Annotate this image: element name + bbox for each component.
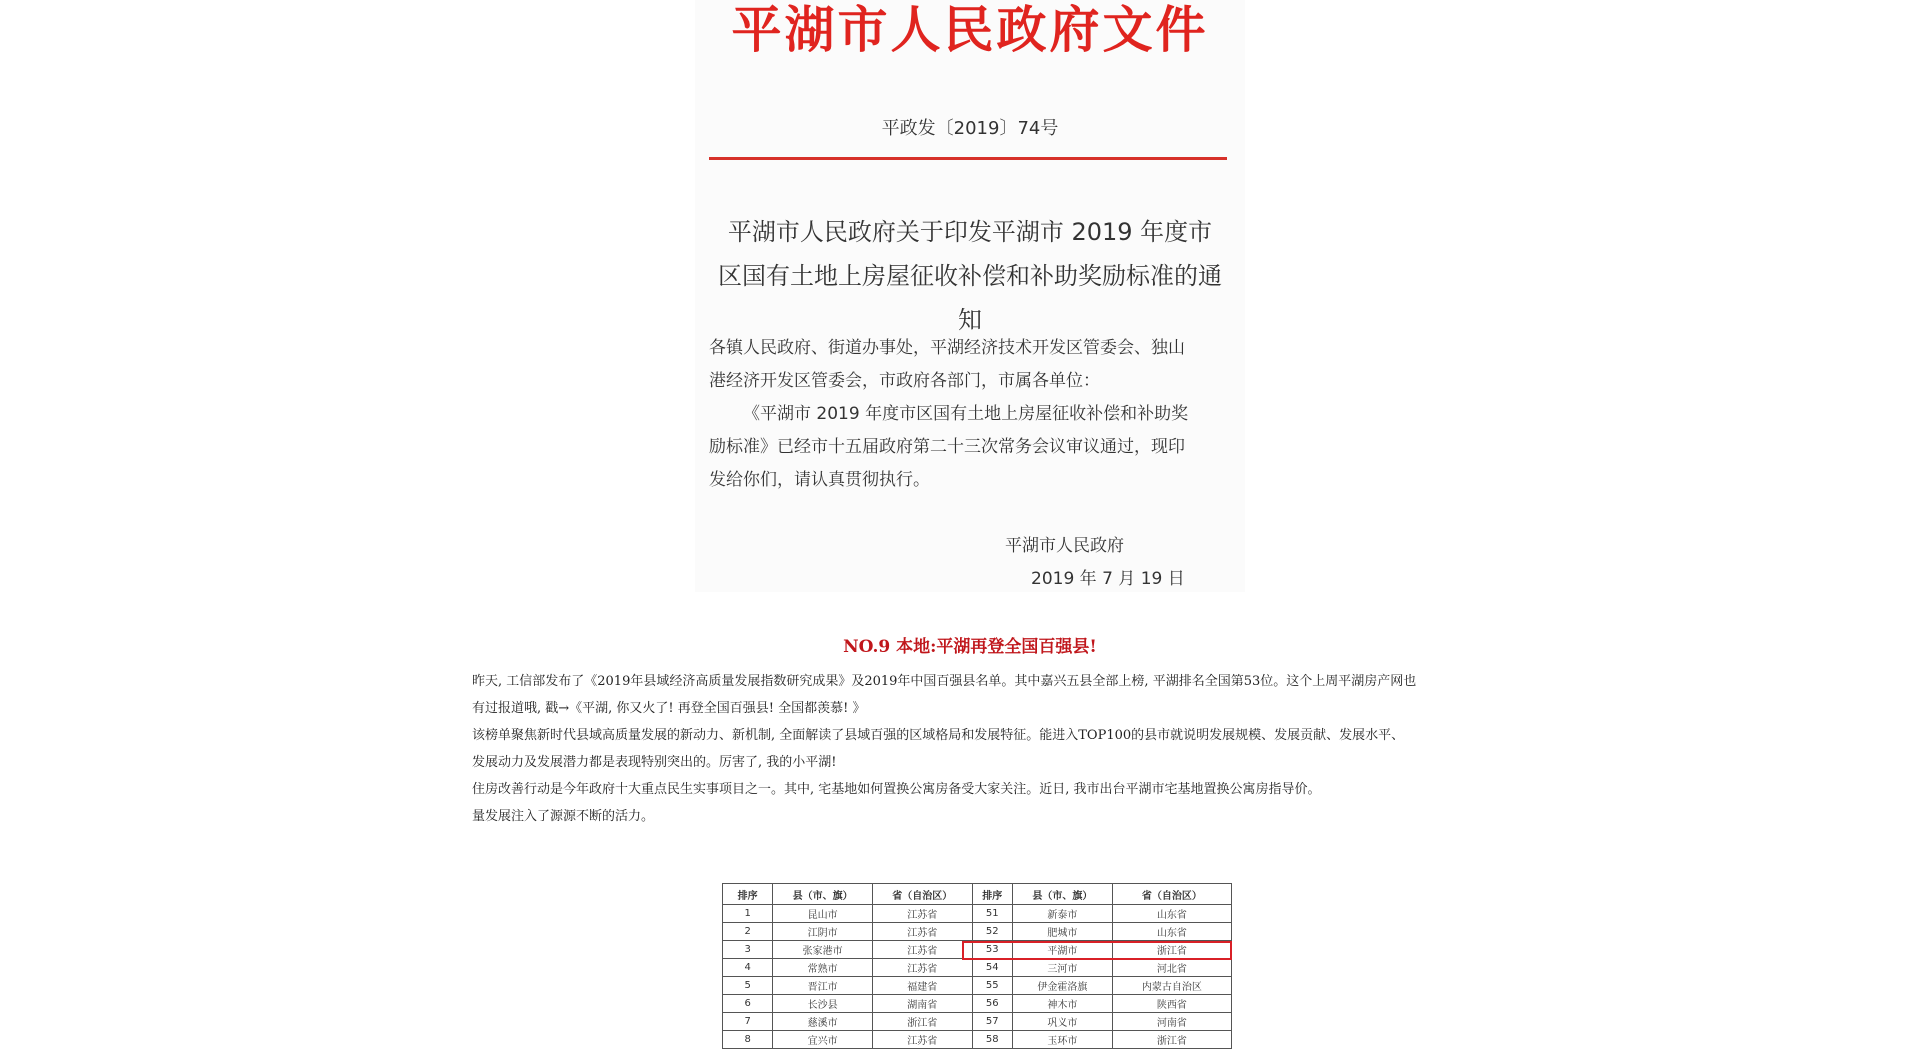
document-body-line: 港经济开发区管委会，市政府各部门，市属各单位： (709, 371, 1100, 391)
table-row (723, 977, 1232, 995)
article-line: 发展动力及发展潜力都是表现特别突出的。厉害了, 我的小平湖! (472, 755, 837, 770)
cell-county: 三河市 (1013, 959, 1113, 977)
header-rank: 排序 (723, 884, 773, 905)
cell-county: 玉环市 (1013, 1031, 1113, 1049)
document-title-line: 区国有土地上房屋征收补偿和补助奖励标准的通知 (718, 262, 1222, 334)
document-signature-block (1005, 530, 1205, 596)
cell-rank: 6 (723, 995, 773, 1013)
article-line: 有过报道哦, 戳→《平湖, 你又火了! 再登全国百强县! 全国都羡慕! 》 (472, 701, 866, 716)
article-line: 住房改善行动是今年政府十大重点民生实事项目之一。其中, 宅基地如何置换公寓房备受大家关注。近日, 我市出台平湖市宅基地置换公寓房指导价。 (472, 782, 1321, 797)
table-row (723, 995, 1232, 1013)
header-rank: 排序 (972, 884, 1013, 905)
document-body-line: 励标准》已经市十五届政府第二十三次常务会议审议通过，现印 (709, 437, 1185, 457)
cell-county: 伊金霍洛旗 (1013, 977, 1113, 995)
document-body-line: 各镇人民政府、街道办事处，平湖经济技术开发区管委会、独山 (709, 338, 1185, 358)
cell-rank: 54 (972, 959, 1013, 977)
cell-rank: 3 (723, 941, 773, 959)
cell-rank: 7 (723, 1013, 773, 1031)
cell-rank: 8 (723, 1031, 773, 1049)
cell-rank: 1 (723, 905, 773, 923)
cell-province: 江苏省 (873, 959, 973, 977)
cell-province: 内蒙古自治区 (1112, 977, 1231, 995)
cell-county: 宜兴市 (773, 1031, 873, 1049)
cell-rank: 56 (972, 995, 1013, 1013)
table-body (723, 905, 1232, 1049)
article-line: 量发展注入了源源不断的活力。 (472, 809, 655, 824)
cell-county: 新泰市 (1013, 905, 1113, 923)
cell-county: 江阴市 (773, 923, 873, 941)
cell-county: 平湖市 (1013, 941, 1113, 959)
cell-county: 慈溪市 (773, 1013, 873, 1031)
cell-province: 福建省 (873, 977, 973, 995)
cell-rank: 2 (723, 923, 773, 941)
cell-county: 神木市 (1013, 995, 1113, 1013)
cell-province: 江苏省 (873, 905, 973, 923)
document-red-rule (709, 157, 1227, 160)
cell-province: 浙江省 (1112, 1031, 1231, 1049)
header-county: 县（市、旗） (773, 884, 873, 905)
cell-county: 长沙县 (773, 995, 873, 1013)
document-body-line: 发给你们，请认真贯彻执行。 (709, 470, 930, 490)
cell-province: 山东省 (1112, 923, 1231, 941)
cell-county: 肥城市 (1013, 923, 1113, 941)
cell-county: 张家港市 (773, 941, 873, 959)
table-row (723, 1031, 1232, 1049)
cell-province: 河北省 (1112, 959, 1231, 977)
ranking-table (722, 883, 1232, 1049)
document-number: 平政发〔2019〕74号 (881, 118, 1059, 139)
cell-province: 江苏省 (873, 941, 973, 959)
government-document-image (695, 0, 1245, 592)
header-province: 省（自治区） (1112, 884, 1231, 905)
cell-county: 常熟市 (773, 959, 873, 977)
cell-county: 巩义市 (1013, 1013, 1113, 1031)
article-line: 昨天, 工信部发布了《2019年县域经济高质量发展指数研究成果》及2019年中国百强县名单。其中嘉兴五县全部上榜, 平湖排名全国第53位。这个上周平湖房产网也 (472, 674, 1417, 689)
table-row (723, 959, 1232, 977)
cell-rank: 52 (972, 923, 1013, 941)
header-county: 县（市、旗） (1013, 884, 1113, 905)
table-row (723, 905, 1232, 923)
document-title (715, 210, 1225, 342)
document-body-line: 《平湖市 2019 年度市区国有土地上房屋征收补偿和补助奖 (743, 404, 1189, 424)
cell-province: 江苏省 (873, 923, 973, 941)
cell-province: 湖南省 (873, 995, 973, 1013)
cell-province: 陕西省 (1112, 995, 1231, 1013)
document-body (709, 332, 1233, 497)
cell-rank: 57 (972, 1013, 1013, 1031)
cell-province: 江苏省 (873, 1031, 973, 1049)
cell-province: 浙江省 (1112, 941, 1231, 959)
article-heading: NO.9 本地:平湖再登全国百强县! (843, 637, 1097, 657)
table-row (723, 1013, 1232, 1031)
cell-rank: 53 (972, 941, 1013, 959)
document-title-line: 平湖市人民政府关于印发平湖市 2019 年度市 (727, 218, 1213, 246)
article-body (472, 668, 1472, 830)
article-line: 该榜单聚焦新时代县域高质量发展的新动力、新机制, 全面解读了县域百强的区域格局和发展特征。能进入TOP100的县市就说明发展规模、发展贡献、发展水平、 (472, 728, 1405, 743)
cell-rank: 55 (972, 977, 1013, 995)
cell-county: 昆山市 (773, 905, 873, 923)
document-signature: 平湖市人民政府 (1005, 536, 1124, 556)
cell-rank: 51 (972, 905, 1013, 923)
cell-province: 河南省 (1112, 1013, 1231, 1031)
cell-rank: 58 (972, 1031, 1013, 1049)
cell-county: 晋江市 (773, 977, 873, 995)
header-province: 省（自治区） (873, 884, 973, 905)
document-header: 平湖市人民政府文件 (731, 0, 1209, 59)
highlight-box-pinghu (962, 941, 1232, 960)
cell-rank: 5 (723, 977, 773, 995)
cell-province: 山东省 (1112, 905, 1231, 923)
document-date: 2019 年 7 月 19 日 (1031, 569, 1185, 589)
cell-province: 浙江省 (873, 1013, 973, 1031)
table-header-row (723, 884, 1232, 905)
table-row (723, 923, 1232, 941)
cell-rank: 4 (723, 959, 773, 977)
